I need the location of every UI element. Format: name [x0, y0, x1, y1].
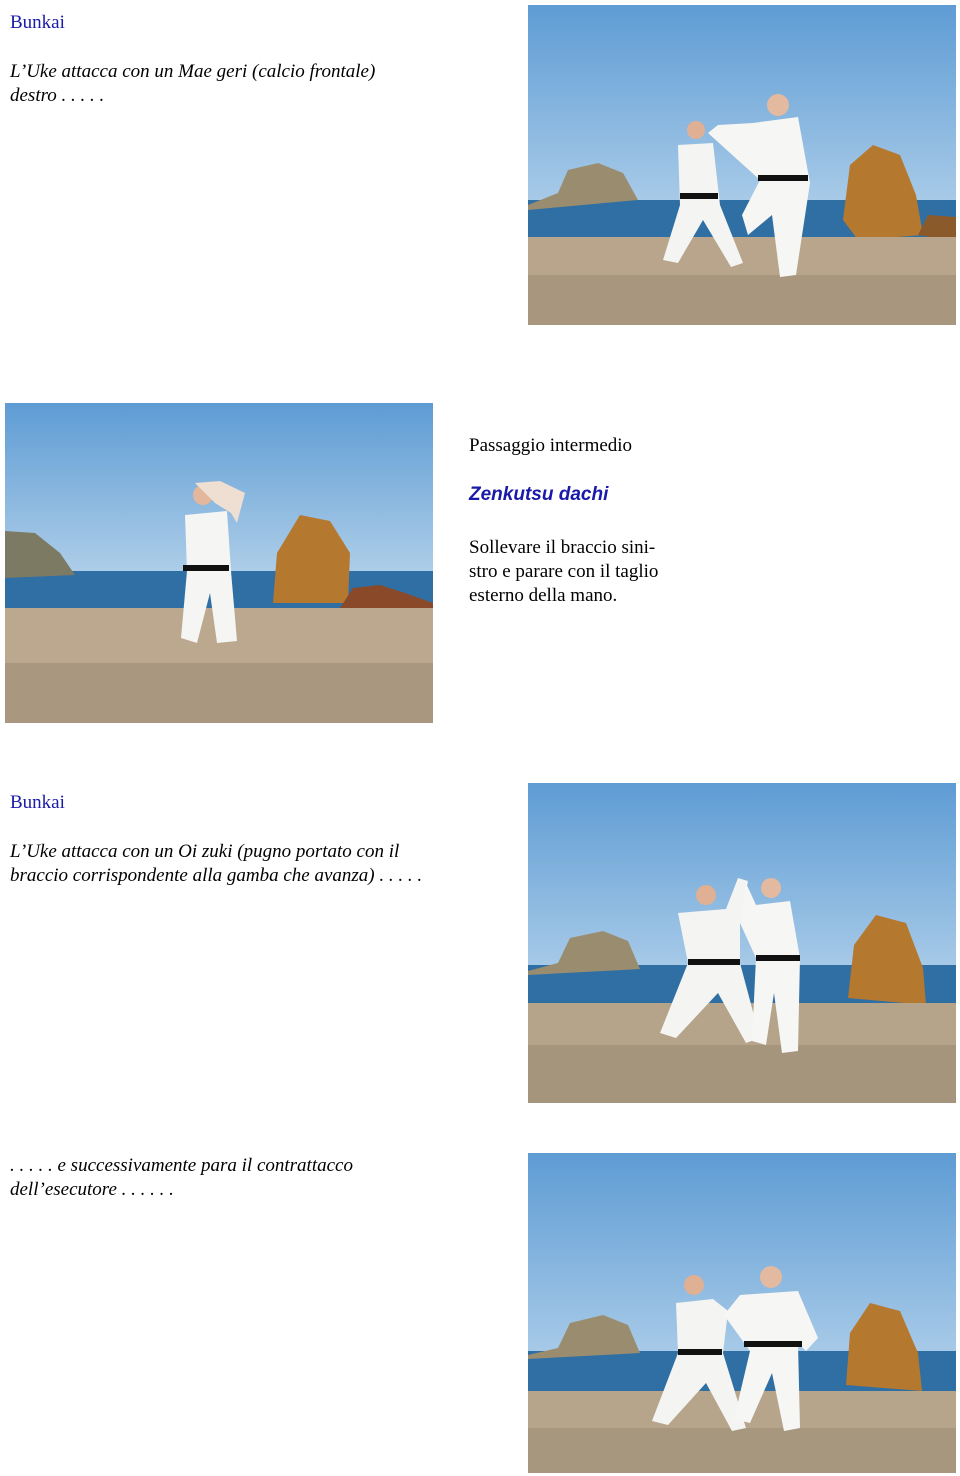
section1-text-line1: L’Uke attacca con un Mae geri (calcio frontale)	[10, 61, 376, 82]
section2-title: Passaggio intermedio	[469, 435, 633, 456]
section2-text-line2: stro e parare con il taglio	[469, 561, 659, 582]
section3-heading: Bunkai	[10, 792, 65, 813]
section4-text-line2: dell’esecutore . . . . . .	[10, 1179, 174, 1200]
photo-contrattacco	[528, 1153, 956, 1473]
section2-text-line1: Sollevare il braccio sini-	[469, 537, 656, 558]
section1-text-line2: destro . . . . .	[10, 85, 105, 106]
section2-text-line3: esterno della mano.	[469, 585, 618, 606]
section3-text-line1: L’Uke attacca con un Oi zuki (pugno portato con il	[10, 841, 400, 862]
section1-heading: Bunkai	[10, 12, 65, 33]
photo-oi-zuki	[528, 783, 956, 1103]
photo-mae-geri	[528, 5, 956, 325]
photo-zenkutsu-dachi	[5, 403, 433, 723]
section3-text-line2: braccio corrispondente alla gamba che avanza) . . . . .	[10, 865, 423, 886]
section2-stance: Zenkutsu dachi	[469, 484, 609, 505]
section4-text-line1: . . . . . e successivamente para il contrattacco	[10, 1155, 353, 1176]
